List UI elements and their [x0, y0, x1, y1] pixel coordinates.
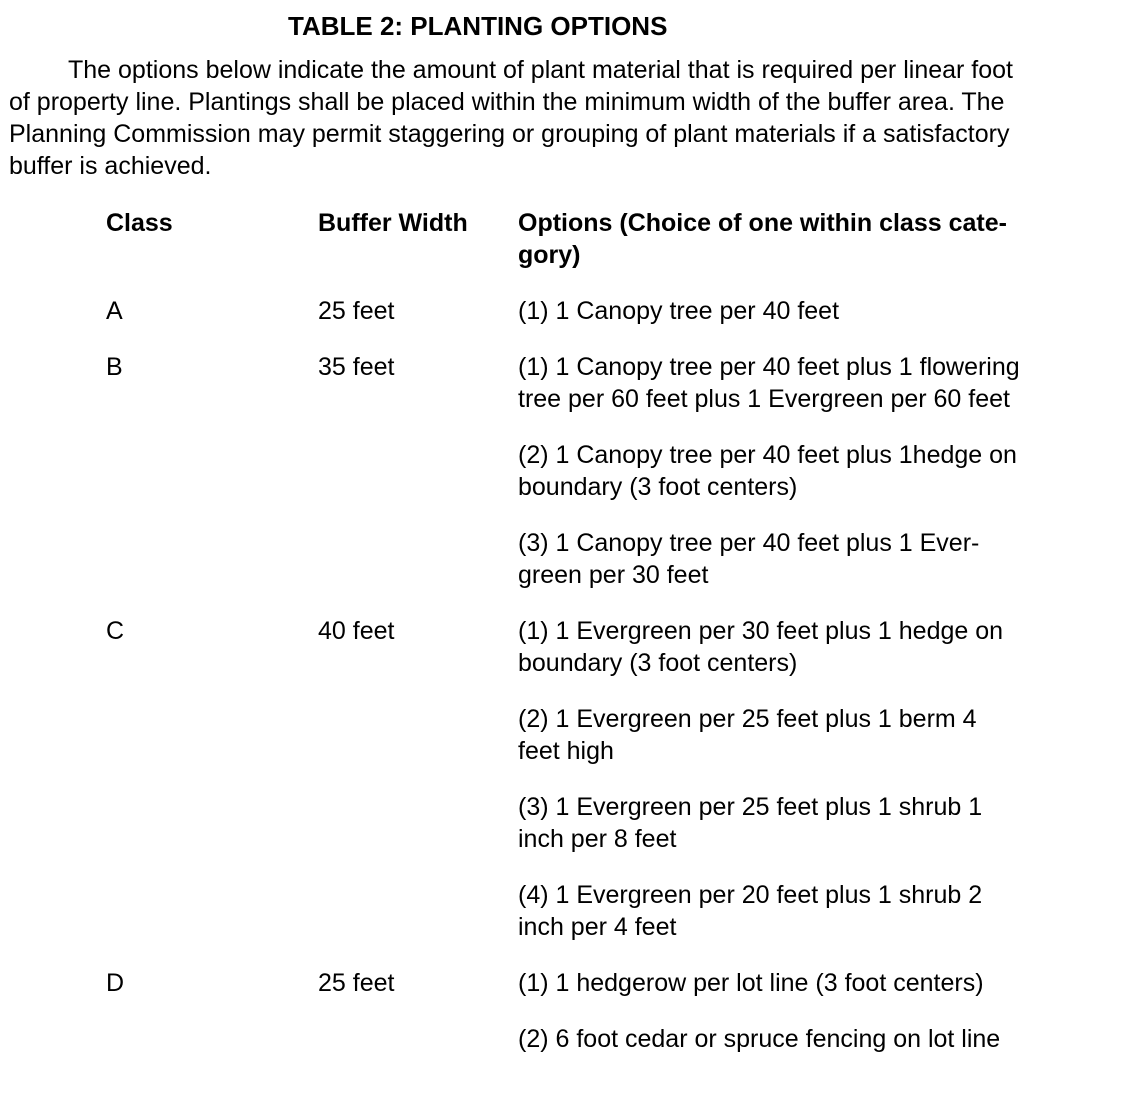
option-line: (3) 1 Canopy tree per 40 feet plus 1 Ever-: [518, 529, 980, 557]
option-item: [518, 527, 1088, 591]
option-line: feet high: [518, 737, 614, 765]
header-buffer-width: Buffer Width: [318, 209, 468, 237]
row-buffer-width: 35 feet: [318, 353, 395, 381]
option-item: [518, 439, 1088, 503]
document-title: TABLE 2: PLANTING OPTIONS: [288, 11, 668, 41]
row-options: [518, 295, 1088, 351]
header-options-line: gory): [518, 241, 581, 269]
table-row: [106, 967, 1106, 1079]
option-item: [518, 703, 1088, 767]
table-row: [106, 351, 1106, 615]
table-header-row: [106, 207, 1106, 271]
option-item: [518, 615, 1088, 679]
planting-options-table: [106, 207, 1106, 1079]
option-line: inch per 8 feet: [518, 825, 677, 853]
option-line: boundary (3 foot centers): [518, 649, 798, 677]
row-buffer-width: 25 feet: [318, 969, 395, 997]
row-options: [518, 351, 1088, 615]
header-options-line: Options (Choice of one within class cate-: [518, 209, 1007, 237]
row-buffer-width: 25 feet: [318, 297, 395, 325]
row-class: A: [106, 297, 123, 325]
option-line: (2) 1 Evergreen per 25 feet plus 1 berm 4: [518, 705, 977, 733]
intro-line: Planning Commission may permit staggering or grouping of plant materials if a satisfactory: [9, 120, 1010, 148]
row-options: [518, 967, 1088, 1079]
row-buffer-width: 40 feet: [318, 617, 395, 645]
option-line: boundary (3 foot centers): [518, 473, 798, 501]
option-item: [518, 879, 1088, 943]
option-line: (1) 1 Canopy tree per 40 feet: [518, 297, 840, 325]
option-line: (3) 1 Evergreen per 25 feet plus 1 shrub 1: [518, 793, 983, 821]
option-line: (2) 1 Canopy tree per 40 feet plus 1hedge on: [518, 441, 1017, 469]
option-line: (2) 6 foot cedar or spruce fencing on lot line: [518, 1025, 1001, 1053]
intro-line: of property line. Plantings shall be placed within the minimum width of the buffer area. The: [9, 88, 1005, 116]
option-line: tree per 60 feet plus 1 Evergreen per 60 feet: [518, 385, 1010, 413]
header-options: [518, 207, 1088, 271]
option-item: [518, 967, 1088, 999]
intro-line: The options below indicate the amount of plant material that is required per linear foot: [68, 56, 1013, 84]
row-class: B: [106, 353, 123, 381]
option-line: (1) 1 Canopy tree per 40 feet plus 1 flowering: [518, 353, 1020, 381]
header-class: Class: [106, 209, 173, 237]
option-item: [518, 791, 1088, 855]
option-line: (1) 1 Evergreen per 30 feet plus 1 hedge on: [518, 617, 1004, 645]
row-options: [518, 615, 1088, 967]
row-class: C: [106, 617, 125, 645]
option-line: (4) 1 Evergreen per 20 feet plus 1 shrub 2: [518, 881, 983, 909]
intro-paragraph: [9, 54, 1109, 182]
intro-line: buffer is achieved.: [9, 152, 212, 180]
option-item: [518, 295, 1088, 327]
option-line: (1) 1 hedgerow per lot line (3 foot centers): [518, 969, 984, 997]
table-row: [106, 615, 1106, 967]
option-item: [518, 1023, 1088, 1055]
option-item: [518, 351, 1088, 415]
table-row: [106, 295, 1106, 351]
option-line: green per 30 feet: [518, 561, 709, 589]
option-line: inch per 4 feet: [518, 913, 677, 941]
row-class: D: [106, 969, 125, 997]
